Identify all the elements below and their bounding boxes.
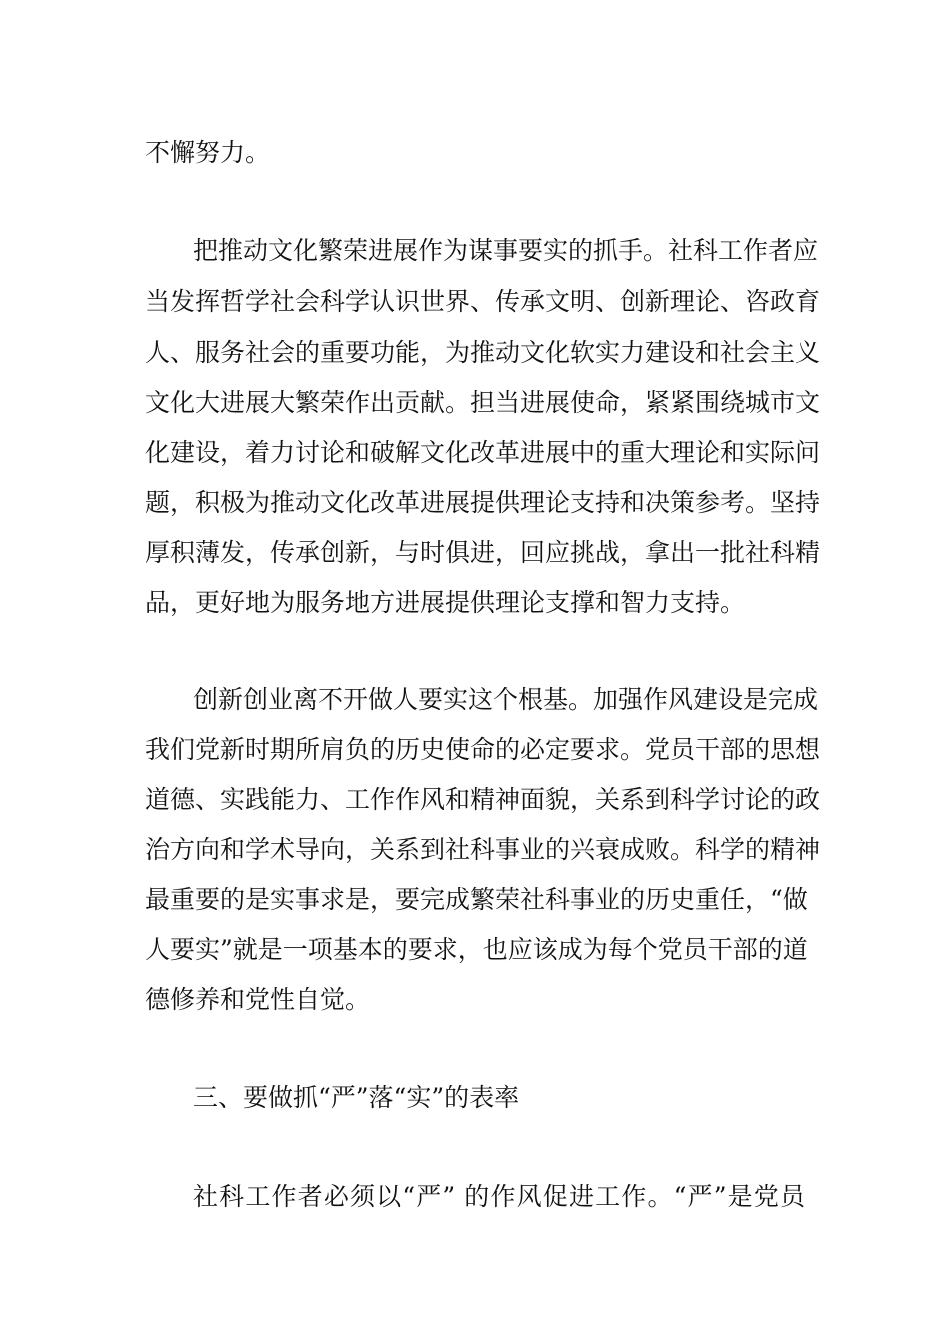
paragraph-line: 厚积薄发，传承创新，与时俱进，回应挑战，拿出一批社科精 (145, 538, 821, 567)
paragraph-line: 当发挥哲学社会科学认识世界、传承文明、创新理论、咨政育 (145, 287, 821, 316)
paragraph-line: 治方向和学术导向，关系到社科事业的兴衰成败。科学的精神 (145, 835, 821, 864)
paragraph-line: 创新创业离不开做人要实这个根基。加强作风建设是完成 (193, 685, 819, 714)
paragraph-line: 我们党新时期所肩负的历史使命的必定要求。党员干部的思想 (145, 735, 821, 764)
paragraph-line: 把推动文化繁荣进展作为谋事要实的抓手。社科工作者应 (193, 236, 819, 265)
paragraph-line: 道德、实践能力、工作作风和精神面貌，关系到科学讨论的政 (145, 785, 821, 814)
section-heading: 三、要做抓“严”落“实”的表率 (193, 1083, 520, 1112)
paragraph-line: 人、服务社会的重要功能，为推动文化软实力建设和社会主义 (145, 338, 821, 367)
paragraph-line: 德修养和党性自觉。 (145, 985, 371, 1014)
paragraph-line: 题，积极为推动文化改革进展提供理论支持和决策参考。坚持 (145, 488, 821, 517)
paragraph-line: 文化大进展大繁荣作出贡献。担当进展使命，紧紧围绕城市文 (145, 388, 821, 417)
paragraph-line: 最重要的是实事求是，要完成繁荣社科事业的历史重任，“做 (145, 885, 808, 914)
paragraph-line: 人要实”就是一项基本的要求，也应该成为每个党员干部的道 (145, 935, 808, 964)
paragraph-line: 品，更好地为服务地方进展提供理论支撑和智力支持。 (145, 588, 746, 617)
paragraph-line: 不懈努力。 (145, 138, 271, 167)
paragraph-line: 社科工作者必须以“严” 的作风促进工作。“严”是党员 (193, 1182, 805, 1211)
paragraph-line: 化建设，着力讨论和破解文化改革进展中的重大理论和实际问 (145, 438, 821, 467)
